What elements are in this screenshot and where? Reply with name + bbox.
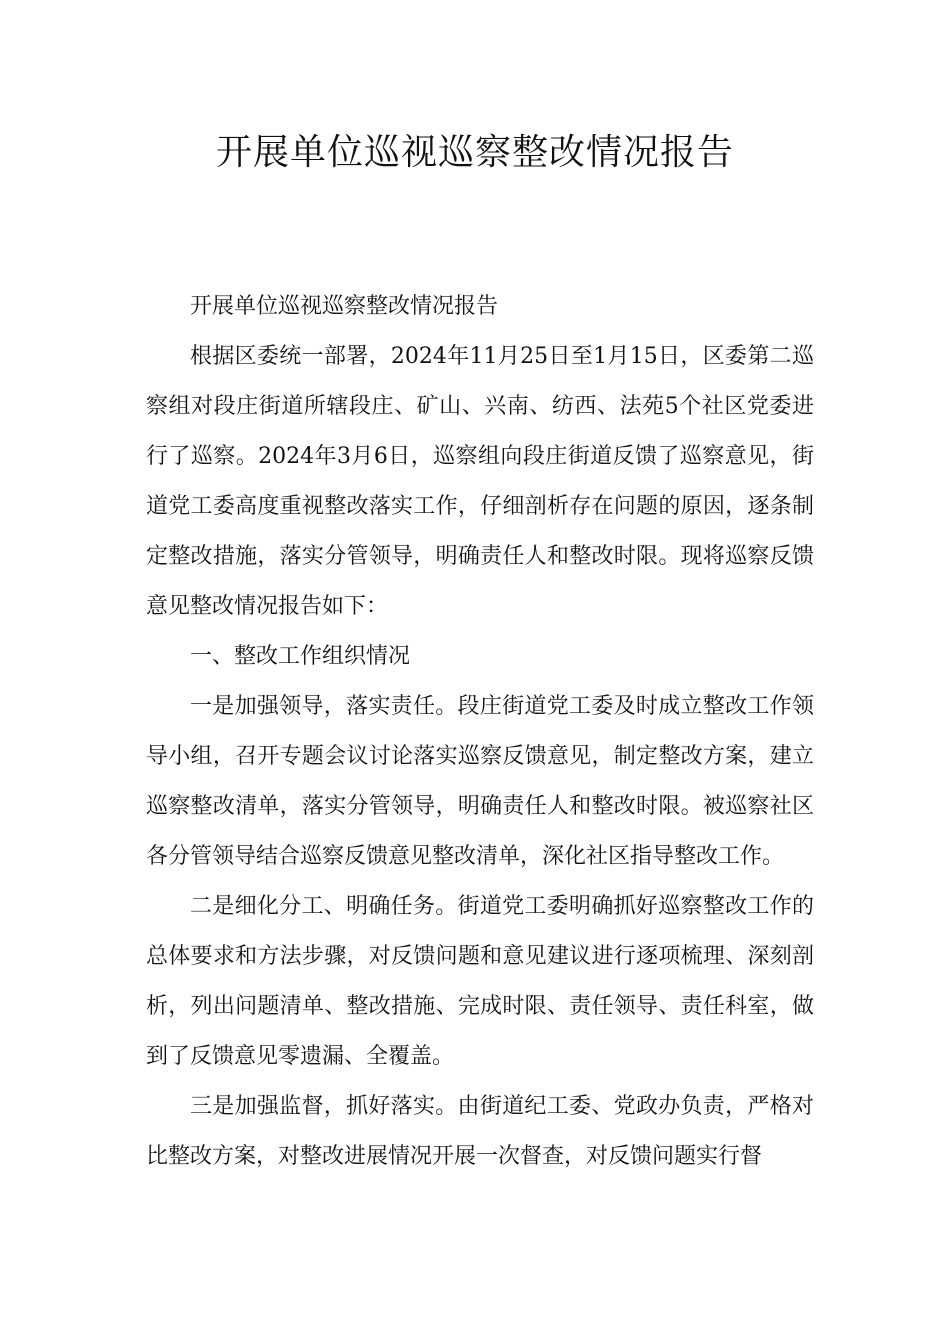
paragraph-heading: 开展单位巡视巡察整改情况报告 bbox=[190, 294, 499, 319]
section-heading-1: 一、整改工作组织情况 bbox=[190, 644, 411, 669]
document-title: 开展单位巡视巡察整改情况报告 bbox=[215, 132, 734, 173]
document-body bbox=[146, 282, 814, 1182]
paragraph-point-3: 三是加强监督，抓好落实。由街道纪工委、党政办负责，严格对比整改方案，对整改进展情况开展一次督查，对反馈问题实行督 bbox=[146, 1094, 814, 1169]
paragraph-intro: 根据区委统一部署，2024年11月25日至1月15日，区委第二巡察组对段庄街道所辖段庄、矿山、兴南、纺西、法苑5个社区党委进行了巡察。2024年3月6日，巡察组向段庄街道反馈了巡察意见，街道党工委高度重视整改落实工作，仔细剖析存在问题的原因，逐条制定整改措施，落实分管领导，明确责任人和整改时限。现将巡察反馈意见整改情况报告如下： bbox=[146, 344, 814, 619]
paragraph-point-2: 二是细化分工、明确任务。街道党工委明确抓好巡察整改工作的总体要求和方法步骤，对反馈问题和意见建议进行逐项梳理、深刻剖析，列出问题清单、整改措施、完成时限、责任领导、责任科室，做到了反馈意见零遗漏、全覆盖。 bbox=[146, 894, 814, 1069]
paragraph-point-1: 一是加强领导，落实责任。段庄街道党工委及时成立整改工作领导小组，召开专题会议讨论落实巡察反馈意见，制定整改方案，建立巡察整改清单，落实分管领导，明确责任人和整改时限。被巡察社区各分管领导结合巡察反馈意见整改清单，深化社区指导整改工作。 bbox=[146, 694, 814, 869]
